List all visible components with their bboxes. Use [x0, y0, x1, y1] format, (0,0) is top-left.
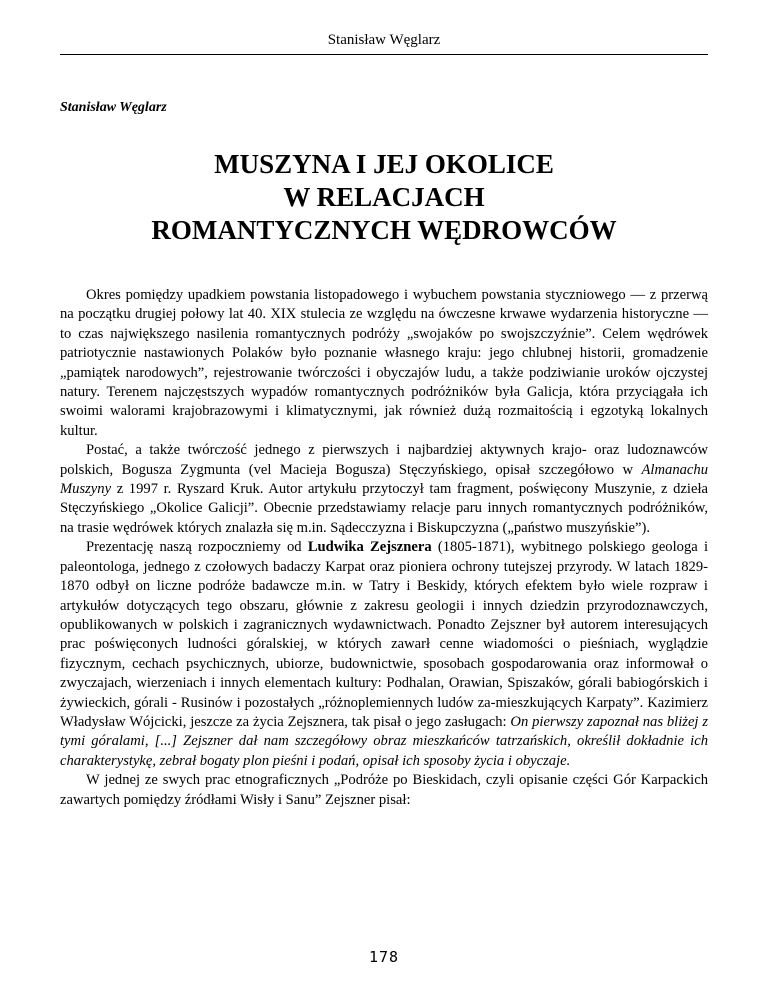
paragraph-2-text-a: Postać, a także twórczość jednego z pierwszych i najbardziej aktywnych krajo- oraz ludoznawców polskich, Bogusza Zygmunta (vel Macieja Bogusza) Stęczyńskiego, opisał szczegółowo w: [60, 442, 708, 478]
paragraph-2-text-b: z 1997 r. Ryszard Kruk. Autor artykułu przytoczył tam fragment, poświęcony Muszynie, z dzieła Stęczyńskiego „Okolice Galicji”. Obecnie przedstawiamy relacje paru innych romantycznych podróżników, na trasie wędrówek których znalazła się m.in. Sądecczyzna i Biskupczyzna („państwo muszyńskie”).: [60, 481, 708, 536]
article-title: [60, 148, 708, 247]
paragraph-3: [60, 538, 708, 771]
title-line-1: MUSZYNA I JEJ OKOLICE: [214, 149, 554, 179]
almanach-title: Almanachu Muszyny: [60, 461, 708, 498]
title-line-3: ROMANTYCZNYCH WĘDROWCÓW: [151, 215, 617, 245]
article-body: [60, 286, 708, 810]
page-number: 178: [368, 948, 400, 966]
paragraph-2: [60, 441, 708, 538]
paragraph-1: Okres pomiędzy upadkiem powstania listopadowego i wybuchem powstania styczniowego — z przerwą na początku drugiej połowy lat 40. XIX stulecia ze względu na ówczesne krwawe wydarzenia historyczne — to czas największego nasilenia romantycznych podróży „swojaków po swojszczyźnie”. Celem wędrówek patriotycznie nastawionych Polaków było poznanie własnego kraju: jego chlubnej historii, gromadzenie „pamiątek narodowych”, rejestrowanie twórczości i obyczajów ludu, a także podziwianie uroków ojczystej natury. Terenem najczęstszych wypadów romantycznych podróżników była Galicja, która przyciągała ich swoimi walorami krajobrazowymi i klimatycznymi, jak również dużą rozmaitością i egzotyką lokalnych kultur.: [60, 287, 708, 439]
paragraph-3-text-a: Prezentację naszą rozpoczniemy od: [86, 539, 308, 556]
paragraph-4: W jednej ze swych prac etnograficznych „Podróże po Bieskidach, czyli opisanie części Gór Karpackich zawartych pomiędzy źródłami Wisły i Sanu” Zejszner pisał:: [60, 772, 708, 808]
wojcicki-quote: On pierwszy zapoznał nas bliżej z tymi góralami, [...] Zejszner dał nam szczegółowy obraz mieszkańców tatrzańskich, określił dokładnie ich charakterystykę, zebrał bogaty plon pieśni i podań, opisał ich sposoby życia i obyczaje.: [60, 713, 709, 769]
header-divider: [60, 54, 708, 55]
running-header: Stanisław Węglarz: [327, 32, 441, 48]
title-line-2: W RELACJACH: [283, 182, 485, 212]
person-name-zejszner: Ludwika Zejsznera: [307, 539, 432, 556]
article-author: Stanisław Węglarz: [60, 100, 167, 115]
paragraph-3-text-b: (1805-1871), wybitnego polskiego geologa i paleontologa, jednego z czołowych badaczy Karpat oraz pioniera ochrony tutejszej przyrody. W latach 1829-1870 odbył on liczne podróże badawcze m.in. w Tatry i Beskidy, których efektem było wiele rozpraw i artykułów dotyczących tego obszaru, głównie z zakresu geologii i innych dziedzin przyrodoznawczych, opublikowanych w polskich i zagranicznych wydawnictwach. Ponadto Zejszner był autorem interesujących prac poświęconych ludności góralskiej, w których zawarł cenne wiadomości o pieśniach, wyglądzie fizycznym, cechach psychicznych, ubiorze, budownictwie, sposobach gospodarowania oraz informował o zwyczajach, wierzeniach i innych elementach kultury: Podhalan, Orawian, Spiszaków, górali babiogórskich i żywieckich, górali - Rusinów i pozostałych „różnoplemiennych ludów za-mieszkujących Karpaty”. Kazimierz Władysław Wójcicki, jeszcze za życia Zejsznera, tak pisał o jego zasługach:: [60, 539, 708, 730]
